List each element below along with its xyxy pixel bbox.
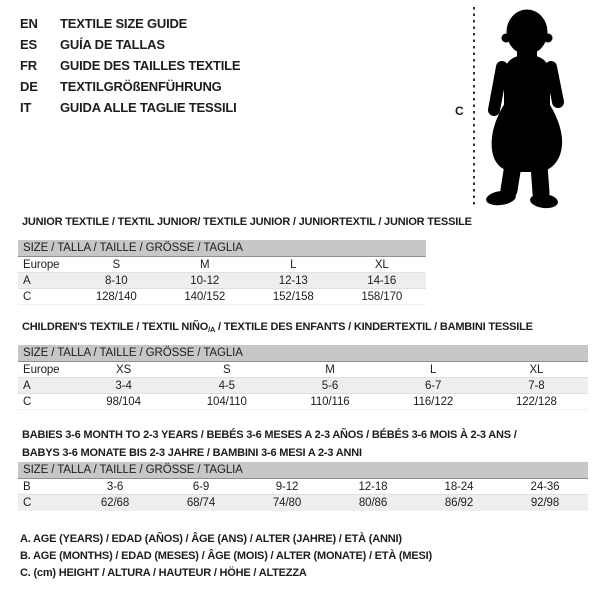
table-cell: 92/98: [502, 495, 588, 511]
children-title-post: / TEXTILE DES ENFANTS / KINDERTEXTIL / BAMBINI TESSILE: [215, 321, 533, 333]
table-row: [18, 378, 588, 394]
language-code: FR: [20, 58, 37, 73]
table-cell: 5-6: [278, 378, 381, 394]
babies-section-title: [22, 426, 517, 462]
row-label: C: [18, 394, 72, 410]
row-label: A: [18, 273, 72, 289]
table-row: [18, 289, 426, 305]
height-label-c: C: [455, 104, 464, 118]
table-row: [18, 479, 588, 495]
table-cell: 6-7: [382, 378, 485, 394]
language-title-list: [20, 13, 240, 118]
language-row-it: [20, 97, 240, 118]
legend-line-b: B. AGE (MONTHS) / EDAD (MESES) / ÂGE (MOIS) / ALTER (MONATE) / ETÀ (MESI): [20, 550, 432, 562]
table-cell: 158/170: [338, 289, 427, 305]
row-label: B: [18, 479, 72, 495]
size-header: SIZE / TALLA / TAILLE / GRÖSSE / TAGLIA: [18, 240, 426, 257]
table-cell: 12-18: [330, 479, 416, 495]
children-size-table: [18, 345, 588, 410]
language-title: GUIDE DES TAILLES TEXTILE: [60, 58, 241, 73]
table-cell: M: [278, 362, 381, 378]
measurement-legend: [20, 531, 432, 582]
row-label: C: [18, 495, 72, 511]
table-cell: XS: [72, 362, 175, 378]
table-cell: 4-5: [175, 378, 278, 394]
language-title: GUIDA ALLE TAGLIE TESSILI: [60, 100, 237, 115]
babies-title-line2: BABYS 3-6 MONATE BIS 2-3 JAHRE / BAMBINI 3-6 MESI A 2-3 ANNI: [22, 447, 362, 459]
language-row-de: [20, 76, 240, 97]
table-cell: 8-10: [72, 273, 161, 289]
table-cell: 80/86: [330, 495, 416, 511]
table-cell: 18-24: [416, 479, 502, 495]
table-cell: S: [72, 257, 161, 273]
table-cell: L: [249, 257, 338, 273]
language-code: ES: [20, 37, 37, 52]
language-title: TEXTILE SIZE GUIDE: [60, 16, 188, 31]
junior-section-title: JUNIOR TEXTILE / TEXTIL JUNIOR/ TEXTILE JUNIOR / JUNIORTEXTIL / JUNIOR TESSILE: [22, 216, 472, 228]
table-cell: 152/158: [249, 289, 338, 305]
language-code: IT: [20, 100, 32, 115]
table-cell: 14-16: [338, 273, 427, 289]
table-cell: 3-4: [72, 378, 175, 394]
table-cell: L: [382, 362, 485, 378]
table-cell: 9-12: [244, 479, 330, 495]
table-row: [18, 394, 588, 410]
row-label: C: [18, 289, 72, 305]
language-code: DE: [20, 79, 38, 94]
language-row-en: [20, 13, 240, 34]
junior-size-table: [18, 240, 426, 305]
table-cell: 122/128: [485, 394, 588, 410]
baby-silhouette-figure: [450, 2, 600, 214]
table-cell: M: [161, 257, 250, 273]
row-label: Europe: [18, 257, 72, 273]
table-cell: 86/92: [416, 495, 502, 511]
table-row: [18, 495, 588, 511]
row-label: Europe: [18, 362, 72, 378]
table-row: [18, 257, 426, 273]
table-cell: S: [175, 362, 278, 378]
baby-silhouette-icon: [485, 10, 562, 210]
table-cell: 24-36: [502, 479, 588, 495]
table-cell: 68/74: [158, 495, 244, 511]
table-cell: 6-9: [158, 479, 244, 495]
table-cell: 98/104: [72, 394, 175, 410]
legend-line-c: C. (cm) HEIGHT / ALTURA / HAUTEUR / HÖHE / ALTEZZA: [20, 567, 307, 579]
children-title-subscript: /A: [208, 325, 216, 334]
language-title: GUÍA DE TALLAS: [60, 37, 165, 52]
babies-size-table: [18, 462, 588, 511]
children-section-title: [22, 321, 533, 334]
table-cell: 128/140: [72, 289, 161, 305]
children-title-pre: CHILDREN'S TEXTILE / TEXTIL NIÑO: [22, 321, 209, 333]
table-cell: 3-6: [72, 479, 158, 495]
table-cell: 104/110: [175, 394, 278, 410]
table-cell: 110/116: [278, 394, 381, 410]
table-cell: XL: [338, 257, 427, 273]
language-title: TEXTILGRÖßENFÜHRUNG: [60, 79, 222, 94]
babies-title-line1: BABIES 3-6 MONTH TO 2-3 YEARS / BEBÉS 3-6 MESES A 2-3 AÑOS / BÉBÉS 3-6 MOIS À 2-3 ANS /: [22, 429, 517, 441]
table-cell: 10-12: [161, 273, 250, 289]
size-header: SIZE / TALLA / TAILLE / GRÖSSE / TAGLIA: [18, 345, 588, 362]
size-header: SIZE / TALLA / TAILLE / GRÖSSE / TAGLIA: [18, 462, 588, 479]
language-row-es: [20, 34, 240, 55]
table-cell: 7-8: [485, 378, 588, 394]
table-cell: 12-13: [249, 273, 338, 289]
table-cell: 140/152: [161, 289, 250, 305]
language-row-fr: [20, 55, 240, 76]
table-row: [18, 273, 426, 289]
table-cell: 62/68: [72, 495, 158, 511]
language-code: EN: [20, 16, 38, 31]
table-row: [18, 362, 588, 378]
table-cell: 116/122: [382, 394, 485, 410]
row-label: A: [18, 378, 72, 394]
legend-line-a: A. AGE (YEARS) / EDAD (AÑOS) / ÂGE (ANS) / ALTER (JAHRE) / ETÀ (ANNI): [20, 533, 402, 545]
table-cell: XL: [485, 362, 588, 378]
table-cell: 74/80: [244, 495, 330, 511]
